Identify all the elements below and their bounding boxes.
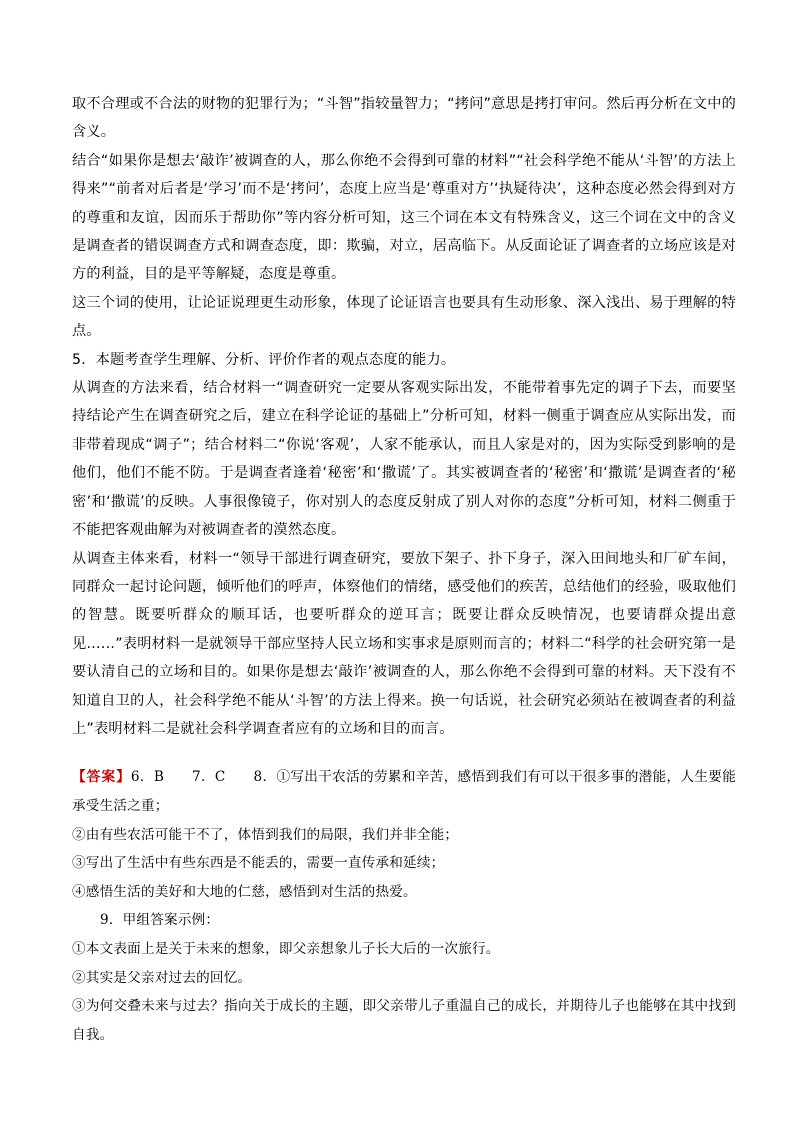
answer-section	[72, 763, 736, 1049]
answer-tag: 【答案】	[72, 769, 131, 786]
answer-text: 6．B 7．C 8．①写出干农活的劳累和辛苦，感悟到我们有可以干很多事的潜能，人生要能承受生活之重；	[72, 769, 736, 814]
question-5-heading: 5．本题考查学生理解、分析、评价作者的观点态度的能力。	[72, 351, 456, 368]
answer-item: ②由有些农活可能干不了，体悟到我们的局限，我们并非全能；	[72, 826, 459, 843]
analysis-paragraph: 从调查的方法来看，结合材料一“调查研究一定要从客观实际出发，不能带着事先定的调子下去，而要坚持结论产生在调查研究之后，建立在科学论证的基础上”分析可知，材料一侧重于调查应从实际出发，而非带着现成“调子”；结合材料二“你说‘客观’，人家不能承认，而且人家是对的，因为实际受到影响的是他们，他们不能不防。于是调查者逢着‘秘密’和‘撒谎’了。其实被调查者的‘秘密’和‘撒谎’是调查者的‘秘密’和‘撒谎’的反映。人事很像镜子，你对别人的态度反射成了别人对你的态度”分析可知，材料二侧重于不能把客观曲解为对被调查者的漠然态度。	[72, 380, 736, 539]
answer-item: ④感悟生活的美好和大地的仁慈，感悟到对生活的热爱。	[72, 883, 417, 900]
analysis-paragraph: 从调查主体来看，材料一“领导干部进行调查研究，要放下架子、扑下身子，深入田间地头和厂矿车间，同群众一起讨论问题，倾听他们的呼声，体察他们的情绪，感受他们的疾苦，总结他们的经验，吸取他们的智慧。既要听群众的顺耳话，也要听群众的逆耳言；既要让群众反映情况，也要请群众提出意见……”表明材料一是就领导干部应坚持人民立场和实事求是原则而言的；材料二“科学的社会研究第一是要认清自己的立场和目的。如果你是想去‘敲诈’被调查的人，那么你绝不会得到可靠的材料。天下没有不知道自卫的人，社会科学绝不能从‘斗智’的方法上得来。换一句话说，社会研究必须站在被调查者的利益上”表明材料二是就社会科学调查者应有的立场和目的而言。	[72, 550, 736, 737]
answer-item: ③写出了生活中有些东西是不能丢的，需要一直传承和延续；	[72, 855, 445, 872]
answer-item: ③为何交叠未来与过去？指向关于成长的主题，即父亲带儿子重温自己的成长，并期待儿子也能够在其中找到自我。	[72, 998, 736, 1043]
answer-item: ①本文表面上是关于未来的想象，即父亲想象儿子长大后的一次旅行。	[72, 940, 500, 957]
analysis-paragraph: 结合“如果你是想去‘敲诈’被调查的人，那么你绝不会得到可靠的材料”“社会科学绝不能从‘斗智’的方法上得来”“前者对后者是‘学习’而不是‘拷问’，态度上应当是‘尊重对方’‘执疑待决’，这种态度必然会得到对方的尊重和友谊，因而乐于帮助你”等内容分析可知，这三个词在本文有特殊含义，这三个词在文中的含义是调查者的错误调查方式和调查态度，即：欺骗，对立，居高临下。从反面论证了调查者的立场应该是对方的利益，目的是平等解疑，态度是尊重。	[72, 152, 736, 283]
section-spacer	[72, 743, 736, 763]
analysis-paragraph: 取不合理或不合法的财物的犯罪行为；“斗智”指较量智力；“拷问”意思是拷打审问。然后再分析在文中的含义。	[72, 96, 736, 141]
answer-item: ②其实是父亲对过去的回忆。	[72, 969, 252, 986]
question-9-heading: 9．甲组答案示例：	[100, 912, 220, 929]
answer-analysis-content	[72, 90, 736, 1049]
analysis-paragraph: 这三个词的使用，让论证说理更生动形象，体现了论证语言也要具有生动形象、深入浅出、易于理解的特点。	[72, 294, 736, 340]
answer-line	[72, 763, 736, 820]
